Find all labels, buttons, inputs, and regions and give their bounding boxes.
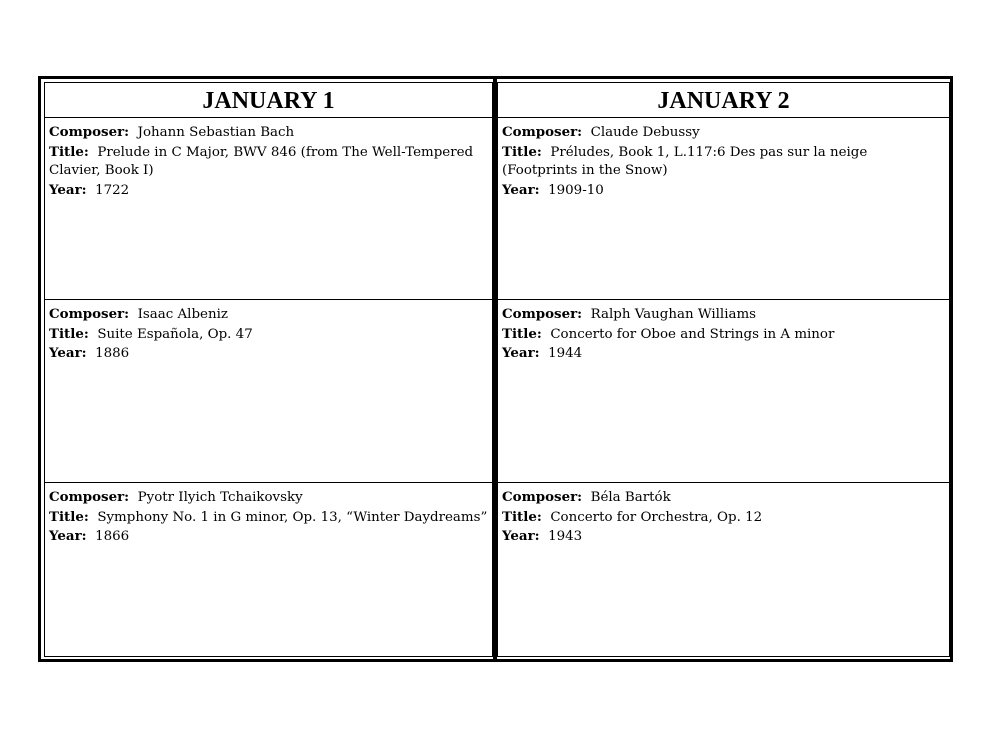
year-value: 1886 <box>95 346 130 361</box>
title-line <box>49 143 488 181</box>
title-label: Title: <box>49 143 89 160</box>
year-line <box>502 527 945 547</box>
composer-value: Béla Bartók <box>590 490 671 505</box>
composer-line <box>502 488 945 508</box>
composer-value: Claude Debussy <box>590 125 700 140</box>
composer-value: Ralph Vaughan Williams <box>590 307 757 322</box>
column-january-2 <box>497 82 950 657</box>
title-label: Title: <box>502 143 542 160</box>
entry-cell <box>498 483 949 658</box>
year-label: Year: <box>49 345 87 361</box>
composer-label: Composer: <box>49 124 130 140</box>
composer-value: Pyotr Ilyich Tchaikovsky <box>137 490 303 505</box>
title-value: Concerto for Oboe and Strings in A minor <box>550 326 835 342</box>
composer-label: Composer: <box>502 306 583 322</box>
title-line <box>502 143 945 181</box>
composer-label: Composer: <box>49 306 130 322</box>
composer-line <box>502 305 945 325</box>
title-value: Prelude in C Major, BWV 846 (from The Well-Tempered Clavier, Book I) <box>49 144 474 178</box>
composer-line <box>49 305 488 325</box>
composer-value: Isaac Albeniz <box>137 307 228 322</box>
composer-label: Composer: <box>502 124 583 140</box>
year-line <box>49 181 488 201</box>
entry-cell <box>45 483 492 658</box>
entry-cell <box>498 118 949 300</box>
title-label: Title: <box>49 325 89 342</box>
composer-value: Johann Sebastian Bach <box>137 125 295 140</box>
title-value: Suite Española, Op. 47 <box>97 326 253 342</box>
composer-label: Composer: <box>49 489 130 505</box>
entry-cell <box>45 300 492 483</box>
title-line <box>49 325 488 345</box>
title-value: Symphony No. 1 in G minor, Op. 13, “Winter Daydreams” <box>97 509 488 525</box>
composer-line <box>49 123 488 143</box>
year-value: 1944 <box>548 346 583 361</box>
column-header: JANUARY 2 <box>498 83 949 118</box>
year-value: 1722 <box>95 182 130 198</box>
composer-label: Composer: <box>502 489 583 505</box>
year-label: Year: <box>502 181 540 198</box>
title-label: Title: <box>502 325 542 342</box>
title-value: Concerto for Orchestra, Op. 12 <box>550 509 763 525</box>
entry-cell <box>45 118 492 300</box>
composer-line <box>49 488 488 508</box>
composer-line <box>502 123 945 143</box>
year-label: Year: <box>49 181 87 198</box>
column-header: JANUARY 1 <box>45 83 492 118</box>
year-label: Year: <box>49 528 87 544</box>
title-line <box>49 508 488 528</box>
calendar-table <box>38 76 953 662</box>
title-value: Préludes, Book 1, L.117:6 Des pas sur la neige (Footprints in the Snow) <box>502 144 868 178</box>
year-line <box>49 527 488 547</box>
year-line <box>502 344 945 364</box>
entry-cell <box>498 300 949 483</box>
year-value: 1866 <box>95 529 130 544</box>
year-value: 1909-10 <box>548 182 604 198</box>
title-line <box>502 325 945 345</box>
title-label: Title: <box>49 508 89 525</box>
title-label: Title: <box>502 508 542 525</box>
year-line <box>49 344 488 364</box>
year-label: Year: <box>502 528 540 544</box>
column-january-1 <box>44 82 493 657</box>
year-label: Year: <box>502 345 540 361</box>
year-line <box>502 181 945 201</box>
title-line <box>502 508 945 528</box>
year-value: 1943 <box>548 529 583 544</box>
